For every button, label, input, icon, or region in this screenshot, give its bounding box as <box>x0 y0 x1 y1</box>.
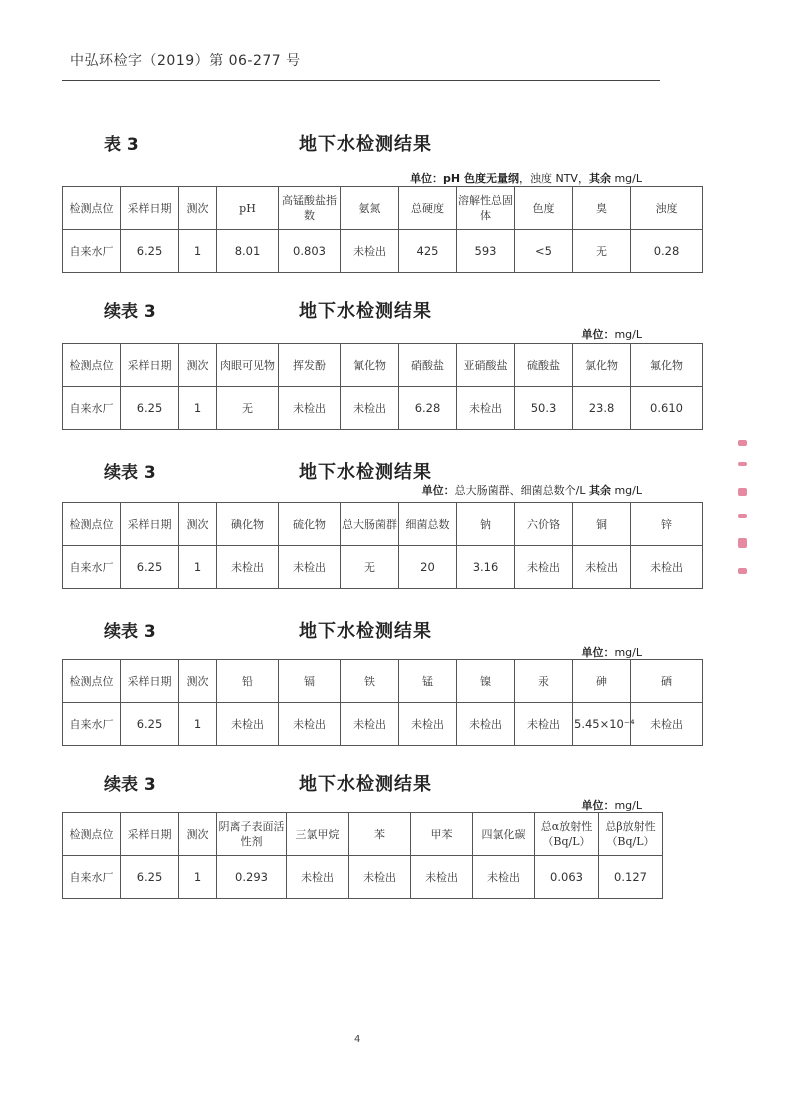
page-number: 4 <box>354 1034 361 1045</box>
unit-text-part: mg/L <box>614 646 642 659</box>
table-cell: 未检出 <box>287 856 349 899</box>
table-title: 地下水检测结果 <box>299 621 432 642</box>
results-section-5 <box>62 770 662 900</box>
table-cell: 无 <box>573 230 631 273</box>
column-header: 采样日期 <box>121 660 179 703</box>
column-header: 锌 <box>631 503 703 546</box>
table-cell: 6.25 <box>121 546 179 589</box>
table-label: 表 3 <box>104 135 139 155</box>
results-section-1 <box>62 130 680 260</box>
table-cell: 425 <box>399 230 457 273</box>
table-header-row <box>63 660 703 703</box>
table-cell: 自来水厂 <box>63 387 121 430</box>
table-cell: 自来水厂 <box>63 546 121 589</box>
unit-note <box>581 644 642 660</box>
table-label: 续表 3 <box>104 622 156 642</box>
column-header: 苯 <box>349 813 411 856</box>
table-cell: 未检出 <box>399 703 457 746</box>
table-cell: 无 <box>341 546 399 589</box>
column-header: pH <box>217 187 279 230</box>
table-cell: 0.293 <box>217 856 287 899</box>
table-label: 续表 3 <box>104 302 156 322</box>
table-title: 地下水检测结果 <box>299 774 432 795</box>
results-table <box>62 343 703 430</box>
column-header: 总大肠菌群 <box>341 503 399 546</box>
column-header: 镉 <box>279 660 341 703</box>
table-cell: 0.127 <box>599 856 663 899</box>
column-header: 三氯甲烷 <box>287 813 349 856</box>
table-cell: 1 <box>179 546 217 589</box>
column-header: 汞 <box>515 660 573 703</box>
column-header: 甲苯 <box>411 813 473 856</box>
table-cell: 未检出 <box>473 856 535 899</box>
results-section-4 <box>62 617 683 747</box>
column-header: 细菌总数 <box>399 503 457 546</box>
unit-text-part: ，浊度 NTV， <box>518 172 589 185</box>
column-header: 检测点位 <box>63 187 121 230</box>
table-header-row <box>63 344 703 387</box>
table-cell: 未检出 <box>349 856 411 899</box>
table-cell: 未检出 <box>631 546 703 589</box>
table-cell: 8.01 <box>217 230 279 273</box>
table-cell: 6.28 <box>399 387 457 430</box>
table-cell: 未检出 <box>341 703 399 746</box>
column-header: 铅 <box>217 660 279 703</box>
table-cell: 未检出 <box>411 856 473 899</box>
table-cell: 5.45×10⁻⁴ <box>573 703 631 746</box>
table-cell: 自来水厂 <box>63 856 121 899</box>
column-header: 检测点位 <box>63 344 121 387</box>
column-header: 锰 <box>399 660 457 703</box>
table-row <box>63 546 703 589</box>
column-header: 碘化物 <box>217 503 279 546</box>
unit-note <box>410 170 642 186</box>
column-header: 镍 <box>457 660 515 703</box>
table-title: 地下水检测结果 <box>299 301 432 322</box>
table-cell: 20 <box>399 546 457 589</box>
table-header-row <box>63 813 663 856</box>
column-header: 总β放射性（Bq/L） <box>599 813 663 856</box>
unit-text-part: 单位： <box>421 484 455 497</box>
unit-text-part: 单位： <box>581 799 615 812</box>
unit-note <box>581 326 642 342</box>
table-cell: 593 <box>457 230 515 273</box>
table-cell: 3.16 <box>457 546 515 589</box>
unit-note <box>422 482 642 498</box>
table-cell: 未检出 <box>341 387 399 430</box>
column-header: 测次 <box>179 813 217 856</box>
column-header: 阴离子表面活性剂 <box>217 813 287 856</box>
unit-text-part: 其余 <box>588 172 611 185</box>
column-header: 亚硝酸盐 <box>457 344 515 387</box>
table-cell: 未检出 <box>341 230 399 273</box>
table-cell: 自来水厂 <box>63 230 121 273</box>
column-header: 硫化物 <box>279 503 341 546</box>
column-header: 测次 <box>179 344 217 387</box>
table-header-row <box>63 503 703 546</box>
table-cell: 自来水厂 <box>63 703 121 746</box>
table-label: 续表 3 <box>104 775 156 795</box>
table-cell: 6.25 <box>121 230 179 273</box>
table-cell: 无 <box>217 387 279 430</box>
column-header: 总α放射性（Bq/L） <box>535 813 599 856</box>
table-cell: 1 <box>179 230 217 273</box>
column-header: 肉眼可见物 <box>217 344 279 387</box>
unit-text-part: mg/L <box>610 172 642 185</box>
column-header: 色度 <box>515 187 573 230</box>
column-header: 氨氮 <box>341 187 399 230</box>
unit-text-part: 单位： <box>581 646 615 659</box>
column-header: 四氯化碳 <box>473 813 535 856</box>
table-cell: 6.25 <box>121 703 179 746</box>
red-seal-fragment <box>736 440 750 590</box>
unit-text-part: mg/L <box>614 328 642 341</box>
table-cell: 23.8 <box>573 387 631 430</box>
table-cell: 0.28 <box>631 230 703 273</box>
table-cell: 未检出 <box>279 546 341 589</box>
results-table <box>62 659 703 746</box>
column-header: 溶解性总固体 <box>457 187 515 230</box>
table-cell: 6.25 <box>121 387 179 430</box>
column-header: 高锰酸盐指数 <box>279 187 341 230</box>
results-table <box>62 812 663 899</box>
table-cell: 未检出 <box>457 387 515 430</box>
table-cell: 50.3 <box>515 387 573 430</box>
column-header: 臭 <box>573 187 631 230</box>
table-row <box>63 230 703 273</box>
table-cell: 未检出 <box>279 703 341 746</box>
column-header: 铁 <box>341 660 399 703</box>
column-header: 检测点位 <box>63 813 121 856</box>
document-number: 中弘环检字（2019）第 06-277 号 <box>70 53 301 69</box>
results-section-3 <box>62 458 683 588</box>
table-row <box>63 856 663 899</box>
column-header: 采样日期 <box>121 187 179 230</box>
unit-text-part: 其余 <box>588 484 611 497</box>
column-header: 钠 <box>457 503 515 546</box>
table-cell: 1 <box>179 387 217 430</box>
column-header: 六价铬 <box>515 503 573 546</box>
column-header: 浊度 <box>631 187 703 230</box>
table-cell: 未检出 <box>515 703 573 746</box>
table-row <box>63 703 703 746</box>
column-header: 氯化物 <box>573 344 631 387</box>
table-cell: 1 <box>179 856 217 899</box>
header-divider <box>62 80 660 81</box>
column-header: 采样日期 <box>121 503 179 546</box>
unit-text-part: 总大肠菌群、细菌总数个/L <box>454 484 589 497</box>
column-header: 采样日期 <box>121 344 179 387</box>
results-section-2 <box>62 297 683 427</box>
table-cell: 未检出 <box>515 546 573 589</box>
table-cell: 未检出 <box>573 546 631 589</box>
results-table <box>62 186 703 273</box>
table-cell: 0.063 <box>535 856 599 899</box>
unit-text-part: 单位： <box>581 328 615 341</box>
table-title: 地下水检测结果 <box>299 462 432 483</box>
column-header: 砷 <box>573 660 631 703</box>
table-cell: 未检出 <box>217 546 279 589</box>
column-header: 检测点位 <box>63 503 121 546</box>
table-cell: 1 <box>179 703 217 746</box>
unit-text-part: mg/L <box>614 799 642 812</box>
table-cell: 6.25 <box>121 856 179 899</box>
table-row <box>63 387 703 430</box>
column-header: 挥发酚 <box>279 344 341 387</box>
unit-text-part: mg/L <box>610 484 642 497</box>
column-header: 测次 <box>179 503 217 546</box>
column-header: 氟化物 <box>631 344 703 387</box>
column-header: 铜 <box>573 503 631 546</box>
table-label: 续表 3 <box>104 463 156 483</box>
table-header-row <box>63 187 703 230</box>
column-header: 硒 <box>631 660 703 703</box>
table-title: 地下水检测结果 <box>299 134 432 155</box>
table-cell: 0.803 <box>279 230 341 273</box>
table-cell: <5 <box>515 230 573 273</box>
table-cell: 未检出 <box>217 703 279 746</box>
column-header: 硝酸盐 <box>399 344 457 387</box>
column-header: 总硬度 <box>399 187 457 230</box>
column-header: 氰化物 <box>341 344 399 387</box>
table-cell: 0.610 <box>631 387 703 430</box>
column-header: 测次 <box>179 187 217 230</box>
column-header: 测次 <box>179 660 217 703</box>
column-header: 检测点位 <box>63 660 121 703</box>
results-table <box>62 502 703 589</box>
column-header: 硫酸盐 <box>515 344 573 387</box>
table-cell: 未检出 <box>279 387 341 430</box>
table-cell: 未检出 <box>631 703 703 746</box>
unit-text-part: 单位：pH 色度无量纲 <box>410 172 519 185</box>
table-cell: 未检出 <box>457 703 515 746</box>
column-header: 采样日期 <box>121 813 179 856</box>
unit-note <box>581 797 642 813</box>
